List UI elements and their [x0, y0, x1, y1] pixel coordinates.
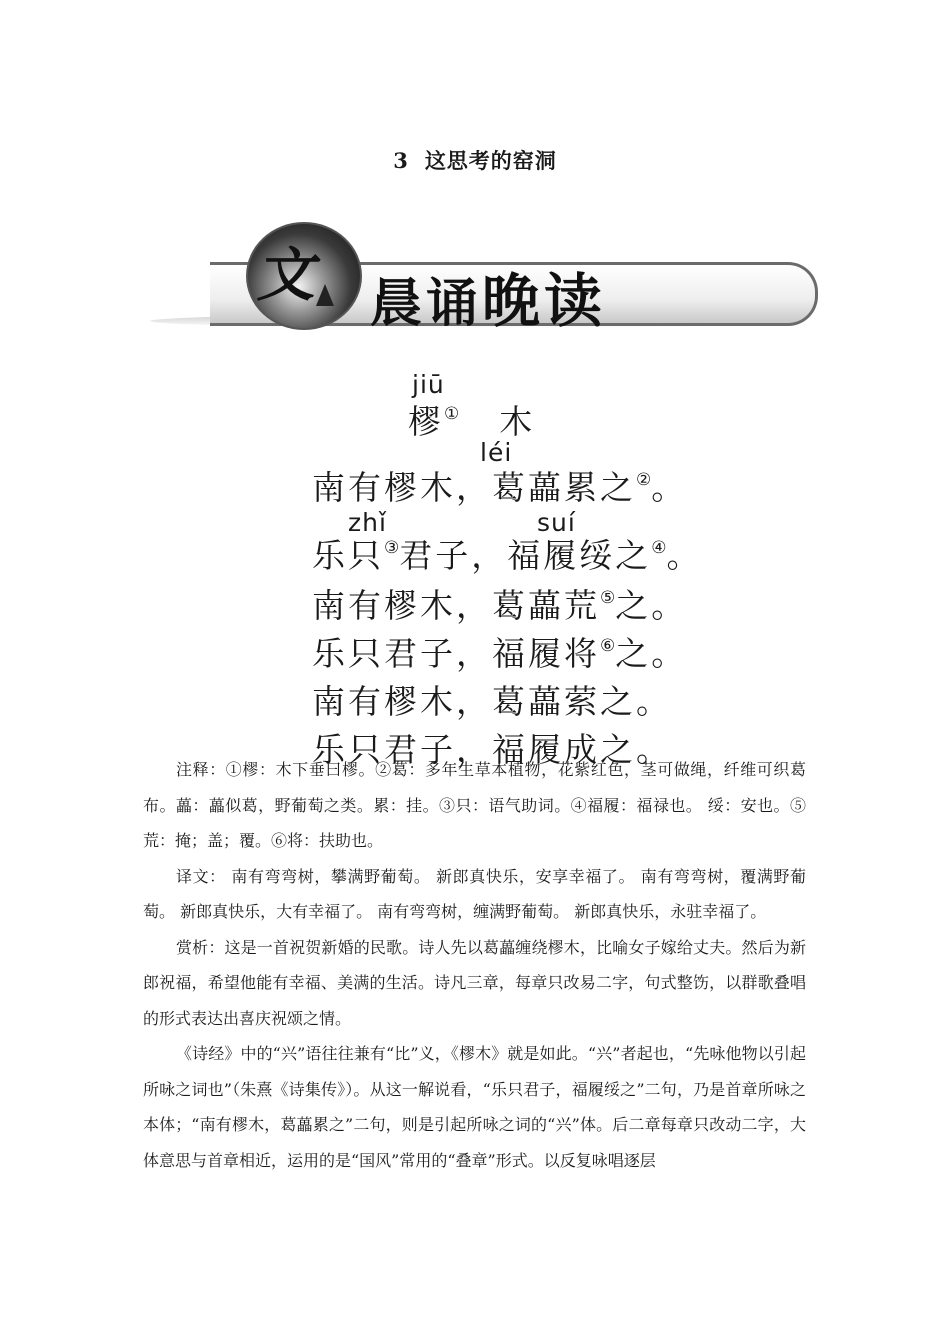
pinyin-zhi: zhǐ	[348, 508, 387, 537]
analysis-paragraph: 《诗经》中的“兴”语往往兼有“比”义，《樛木》就是如此。“兴”者起也，“先咏他物以引起所咏之词也”（朱熹《诗集传》）。从这一解说看，“乐只君子，福履绥之”二句，乃是首章所咏之本体；“南有樛木，葛藟累之”二句，则是引起所咏之词的“兴”体。后二章每章只改动二字，大体意思与首章相近，运用的是“国风”常用的“叠章”形式。以反复咏唱逐层	[143, 1044, 806, 1170]
tree-icon	[316, 284, 334, 306]
poem-line-5: 南有樛木，葛藟萦之。	[312, 682, 672, 721]
pinyin-sui: suí	[537, 508, 576, 537]
pinyin-lei: léi	[480, 438, 513, 467]
poem-title	[408, 396, 535, 443]
commentary	[143, 752, 806, 1178]
banner-text-evening: 晚读	[482, 267, 607, 335]
banner-title	[370, 254, 606, 338]
poem-line-2: 乐只③君子，福履绥之④。	[312, 536, 703, 575]
poem-title-note: ①	[444, 404, 460, 424]
poem-title-char1: 樛	[408, 402, 444, 441]
pinyin-jiu: jiū	[412, 370, 445, 399]
page-title	[0, 145, 950, 175]
notes-paragraph: 注释：①樛：木下垂曰樛。②葛：多年生草本植物，花紫红色，茎可做绳，纤维可织葛布。藟：藟似葛，野葡萄之类。累：挂。③只：语气助词。④福履：福禄也。 绥：安也。⑤荒：掩；盖；覆。⑥将：扶助也。	[143, 760, 806, 850]
poem-line-1: 南有樛木，葛藟累之②。	[312, 468, 688, 507]
poem-title-char2: 木	[499, 402, 536, 441]
appreciation-paragraph: 赏析：这是一首祝贺新婚的民歌。诗人先以葛藟缠绕樛木，比喻女子嫁给丈夫。然后为新郎祝福，希望他能有幸福、美满的生活。诗凡三章，每章只改易二字，句式整饬，以群歌叠唱的形式表达出喜庆祝颂之情。	[143, 937, 806, 1028]
banner-text-morning: 晨诵	[370, 273, 483, 334]
section-banner	[150, 212, 800, 335]
lesson-number: 3	[393, 148, 409, 173]
poem-line-4: 乐只君子，福履将⑥之。	[312, 634, 688, 673]
lesson-title: 这思考的窑洞	[424, 148, 557, 173]
poem-line-6: 乐只君子，福履成之。	[312, 730, 672, 769]
banner-emblem-char: 文	[253, 241, 327, 309]
poem-line-3: 南有樛木，葛藟荒⑤之。	[312, 586, 688, 625]
translation-paragraph: 译文： 南有弯弯树，攀满野葡萄。 新郎真快乐，安享幸福了。 南有弯弯树，覆满野葡萄。 新郎真快乐，大有幸福了。 南有弯弯树，缠满野葡萄。 新郎真快乐，永驻幸福了。	[143, 866, 806, 921]
